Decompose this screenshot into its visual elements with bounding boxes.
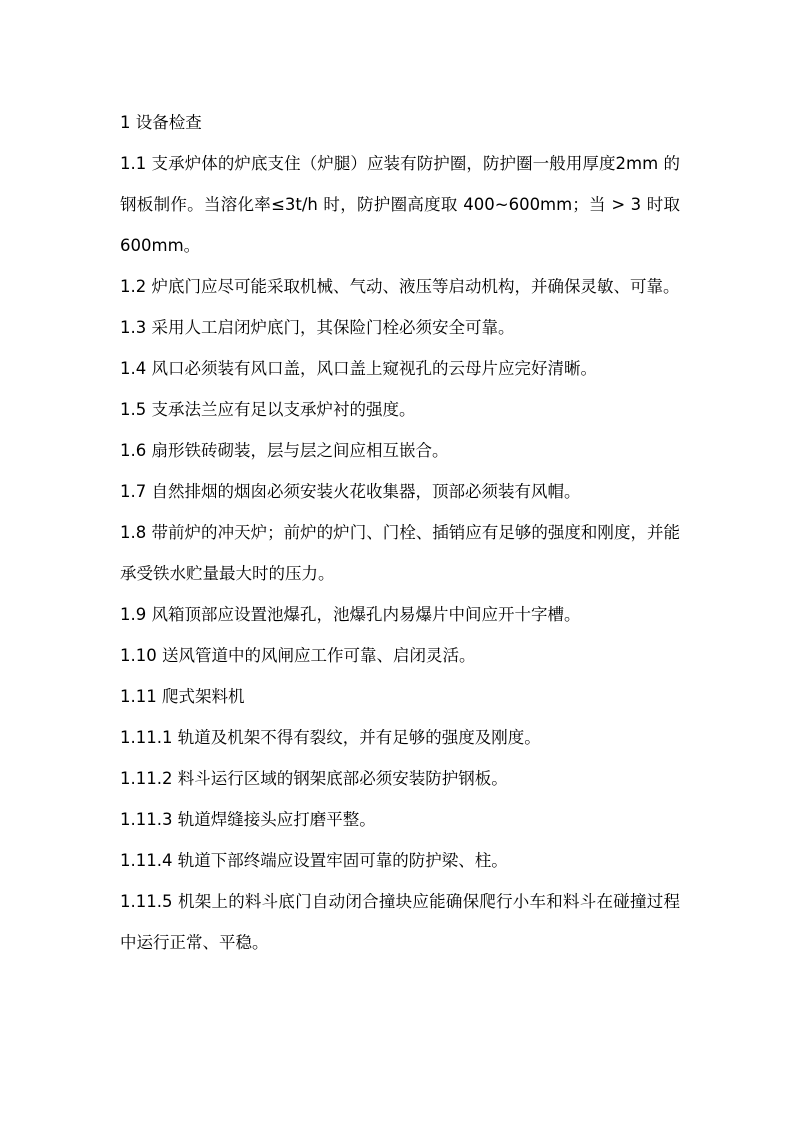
document-body bbox=[120, 102, 680, 963]
clause-1-11: 1.11 爬式架料机 bbox=[120, 687, 245, 706]
clause-1-2: 1.2 炉底门应尽可能采取机械、气动、液压等启动机构，并确保灵敏、可靠。 bbox=[120, 277, 680, 296]
clause-1-5: 1.5 支承法兰应有足以支承炉衬的强度。 bbox=[120, 400, 416, 419]
section-heading: 1 设备检查 bbox=[120, 113, 202, 132]
clause-1-9: 1.9 风箱顶部应设置池爆孔，池爆孔内易爆片中间应开十字槽。 bbox=[120, 605, 581, 624]
clause-1-11-2: 1.11.2 料斗运行区域的钢架底部必须安装防护钢板。 bbox=[120, 769, 508, 788]
clause-1-1: 1.1 支承炉体的炉底支住（炉腿）应装有防护圈，防护圈一般用厚度2mm 的钢板制作。当溶化率≤3t/h 时，防护圈高度取 400~600mm；当 > 3 时取 600mm。 bbox=[120, 154, 680, 255]
clause-1-10: 1.10 送风管道中的风闸应工作可靠、启闭灵活。 bbox=[120, 646, 476, 665]
clause-1-6: 1.6 扇形铁砖砌装，层与层之间应相互嵌合。 bbox=[120, 441, 449, 460]
clause-1-3: 1.3 采用人工启闭炉底门，其保险门栓必须安全可靠。 bbox=[120, 318, 515, 337]
clause-1-7: 1.7 自然排烟的烟囱必须安装火花收集器，顶部必须装有风帽。 bbox=[120, 482, 581, 501]
clause-1-11-5: 1.11.5 机架上的料斗底门自动闭合撞块应能确保爬行小车和料斗在碰撞过程中运行正常、平稳。 bbox=[120, 892, 680, 952]
clause-1-8: 1.8 带前炉的冲天炉；前炉的炉门、门栓、插销应有足够的强度和刚度，并能承受铁水贮量最大时的压力。 bbox=[120, 523, 680, 583]
clause-1-11-1: 1.11.1 轨道及机架不得有裂纹，并有足够的强度及刚度。 bbox=[120, 728, 541, 747]
clause-1-11-3: 1.11.3 轨道焊缝接头应打磨平整。 bbox=[120, 810, 376, 829]
clause-1-11-4: 1.11.4 轨道下部终端应设置牢固可靠的防护梁、柱。 bbox=[120, 851, 508, 870]
clause-1-4: 1.4 风口必须装有风口盖，风口盖上窥视孔的云母片应完好清晰。 bbox=[120, 359, 597, 378]
